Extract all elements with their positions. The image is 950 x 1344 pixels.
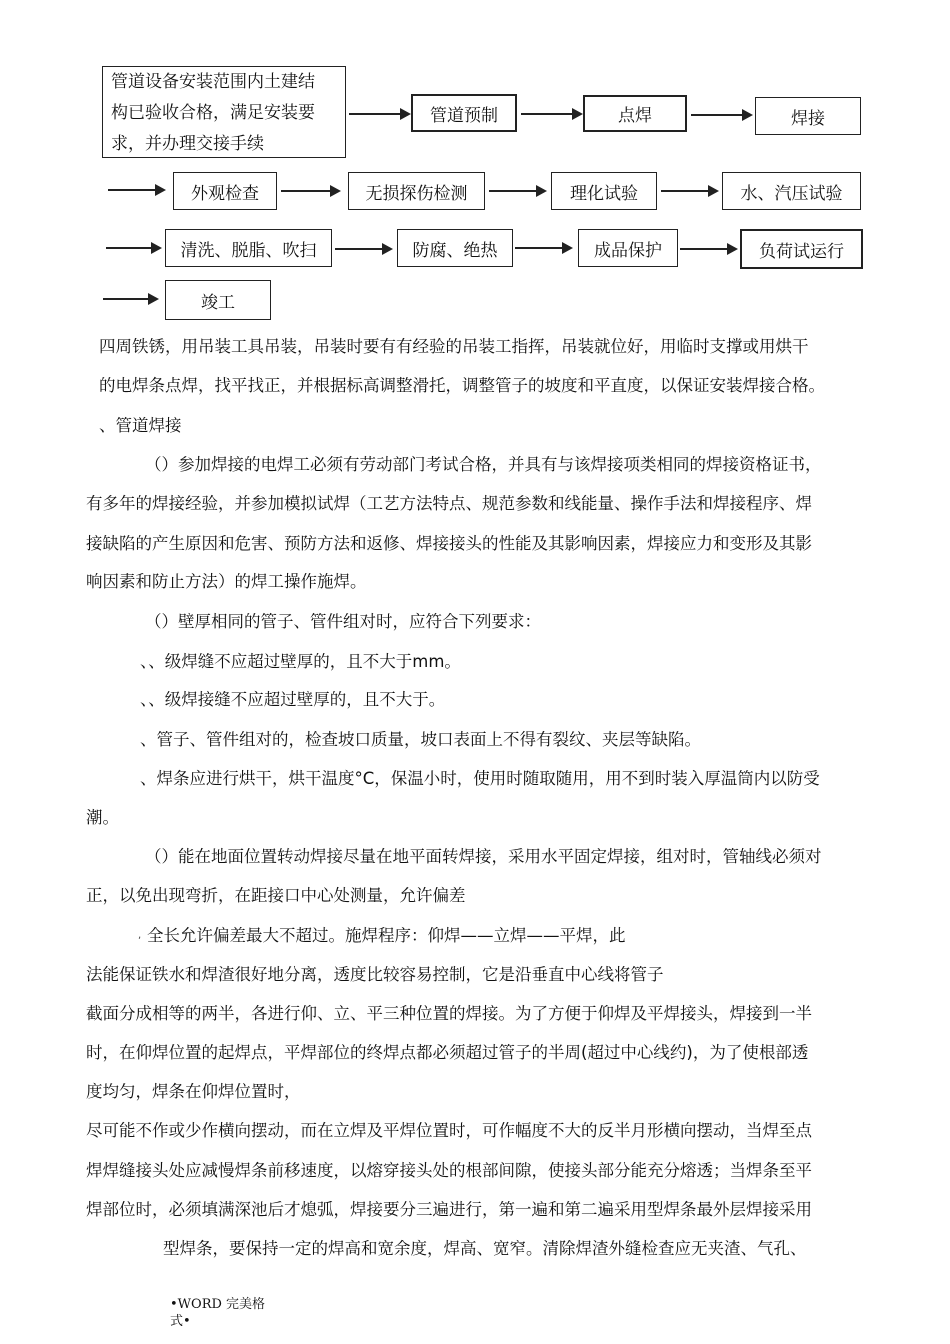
flow-arrow bbox=[521, 113, 581, 115]
body-line: 有多年的焊接经验，并参加模拟试焊（工艺方法特点、规范参数和线能量、操作手法和焊接程序、焊 bbox=[86, 494, 812, 513]
body-line: 潮。 bbox=[86, 808, 119, 827]
flow-start-line: 求，并办理交接手续 bbox=[111, 134, 264, 154]
flow-step-anticorrosion: 防腐、绝热 bbox=[397, 229, 513, 267]
body-line: 型焊条，要保持一定的焊高和宽余度，焊高、宽窄。清除焊渣外缝检查应无夹渣、气孔、 bbox=[163, 1239, 807, 1258]
flow-arrow bbox=[349, 113, 409, 115]
flow-step-pressure-test: 水、汽压试验 bbox=[722, 172, 861, 210]
flow-arrow bbox=[281, 190, 339, 192]
body-line: 、、级焊接缝不应超过壁厚的，且不大于。 bbox=[140, 690, 446, 709]
body-line: 响因素和防止方法）的焊工操作施焊。 bbox=[86, 572, 367, 591]
body-line: 度均匀，焊条在仰焊位置时， bbox=[86, 1082, 301, 1101]
footer-line: •WORD 完美格 bbox=[170, 1297, 266, 1312]
flow-arrow bbox=[103, 298, 157, 300]
flow-start-box bbox=[102, 66, 346, 158]
body-line: （）参加焊接的电焊工必须有劳动部门考试合格，并具有与该焊接项类相同的焊接资格证书， bbox=[145, 455, 822, 474]
body-line: 四周铁锈，用吊装工具吊装，吊装时要有有经验的吊装工指挥，吊装就位好，用临时支撑或用烘干 bbox=[99, 337, 809, 356]
body-line: 接缺陷的产生原因和危害、预防方法和返修、焊接接头的性能及其影响因素，焊接应力和变形及其影 bbox=[86, 534, 812, 553]
flow-arrow bbox=[661, 190, 717, 192]
body-line: 的电焊条点焊，找平找正，并根据标高调整滑托，调整管子的坡度和平直度，以保证安装焊接合格。 bbox=[99, 376, 825, 395]
body-line: 尽可能不作或少作横向摆动，而在立焊及平焊位置时，可作幅度不大的反半月形横向摆动，当焊至点 bbox=[86, 1121, 812, 1140]
flow-step-load-trial: 负荷试运行 bbox=[740, 229, 863, 269]
flow-start-line: 构已验收合格，满足安装要 bbox=[111, 103, 315, 123]
body-line: 正，以免出现弯折，在距接口中心处测量，允许偏差 bbox=[86, 886, 466, 905]
footer-line: 式• bbox=[170, 1314, 191, 1329]
flow-step-physchem-test: 理化试验 bbox=[551, 172, 657, 210]
footer-watermark bbox=[170, 1296, 265, 1330]
flow-step-visual-inspection: 外观检查 bbox=[173, 172, 277, 210]
body-line: 法能保证铁水和焊渣很好地分离，透度比较容易控制，它是沿垂直中心线将管子 bbox=[86, 965, 664, 984]
body-line: （）能在地面位置转动焊接尽量在地平面转焊接，采用水平固定焊接，组对时，管轴线必须对 bbox=[145, 847, 822, 866]
flow-arrow bbox=[691, 114, 751, 116]
body-line: 、焊条应进行烘干，烘干温度°C，保温小时，使用时随取随用，用不到时装入厚温筒内以防受 bbox=[140, 769, 820, 788]
body-line: （）壁厚相同的管子、管件组对时，应符合下列要求： bbox=[145, 612, 541, 631]
flow-arrow bbox=[108, 189, 164, 191]
flow-step-completion: 竣工 bbox=[165, 280, 271, 320]
body-line: 、管子、管件组对的，检查坡口质量，坡口表面上不得有裂纹、夹层等缺陷。 bbox=[140, 730, 701, 749]
flow-arrow bbox=[106, 247, 160, 249]
flow-step-cleaning: 清洗、脱脂、吹扫 bbox=[165, 229, 332, 267]
body-line: 全长允许偏差最大不超过。施焊程序：仰焊——立焊——平焊，此 bbox=[147, 926, 626, 945]
flow-step-product-protection: 成品保护 bbox=[578, 229, 678, 267]
flow-step-weld: 焊接 bbox=[755, 97, 861, 135]
body-line: 时，在仰焊位置的起焊点，平焊部位的终焊点都必须超过管子的半周(超过中心线约)，为了使根部透 bbox=[86, 1043, 809, 1062]
flow-step-spot-weld: 点焊 bbox=[583, 95, 687, 132]
flow-arrow bbox=[335, 248, 391, 250]
flow-step-pipe-prefab: 管道预制 bbox=[411, 94, 517, 132]
section-heading: 、管道焊接 bbox=[99, 416, 182, 435]
flow-arrow bbox=[489, 190, 545, 192]
flow-step-ndt: 无损探伤检测 bbox=[348, 172, 485, 210]
flow-arrow bbox=[680, 248, 736, 250]
body-line: 焊部位时，必须填满深池后才熄弧，焊接要分三遍进行，第一遍和第二遍采用型焊条最外层焊接采用 bbox=[86, 1200, 812, 1219]
body-line: 焊焊缝接头处应减慢焊条前移速度，以熔穿接头处的根部间隙，使接头部分能充分熔透；当焊条至平 bbox=[86, 1161, 812, 1180]
body-line: 、、级焊缝不应超过壁厚的，且不大于mm。 bbox=[140, 652, 461, 671]
flow-start-line: 管道设备安装范围内土建结 bbox=[111, 72, 315, 92]
body-line: 截面分成相等的两半，各进行仰、立、平三种位置的焊接。为了方便于仰焊及平焊接头，焊接到一半 bbox=[86, 1004, 812, 1023]
margin-mark: , bbox=[138, 930, 142, 941]
flow-arrow bbox=[515, 247, 571, 249]
